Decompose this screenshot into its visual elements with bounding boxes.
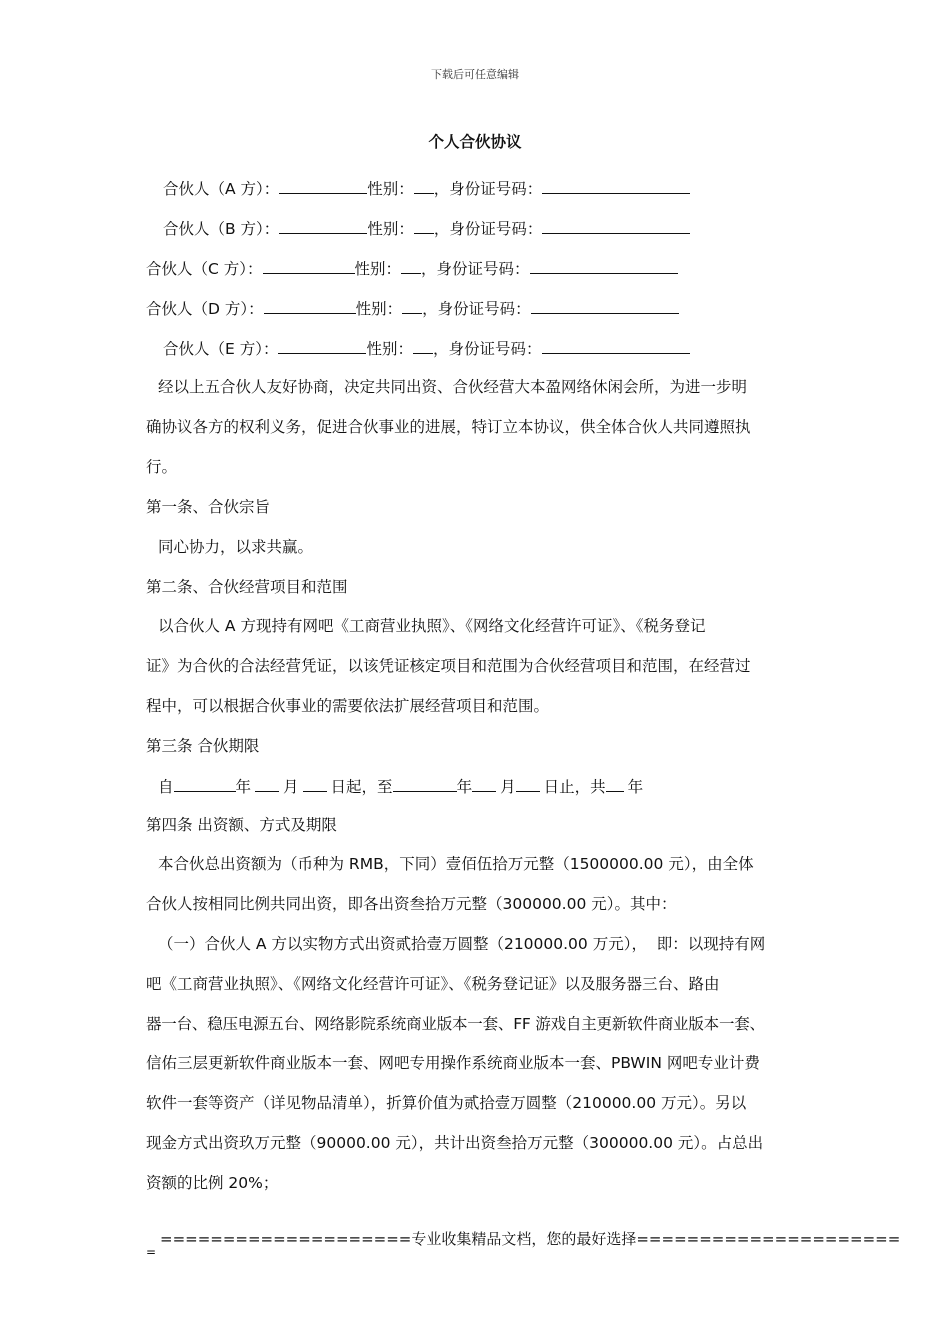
article-4-body-line: 信佑三层更新软件商业版本一套、网吧专用操作系统商业版本一套、PBWIN 网吧专业计费 bbox=[146, 1054, 760, 1072]
partner-a-line: 合伙人（A 方）： 性别： ，身份证号码： bbox=[163, 177, 690, 199]
article-4-body-line: 现金方式出资玖万元整（90000.00 元），共计出资叁拾万元整（300000.00 元）。占总出 bbox=[146, 1134, 764, 1152]
article-4-body-line: 软件一套等资产（详见物品清单），折算价值为贰拾壹万圆整（210000.00 万元）。另以 bbox=[146, 1094, 747, 1112]
article-2-body-line: 以合伙人 A 方现持有网吧《工商营业执照》、《网络文化经营许可证》、《税务登记 bbox=[158, 617, 706, 635]
partner-b-line: 合伙人（B 方）： 性别： ，身份证号码： bbox=[163, 217, 690, 239]
term-line: 自 年 月 日起，至 年 月 日止，共 年 bbox=[158, 775, 643, 797]
intro-line: 行。 bbox=[146, 458, 178, 476]
article-4-body-line: （一）合伙人 A 方以实物方式出资贰拾壹万圆整（210000.00 万元）， 即：以现持有网 bbox=[158, 935, 766, 953]
page-footer-tail: = bbox=[146, 1245, 157, 1259]
partner-c-line: 合伙人（C 方）： 性别： ，身份证号码： bbox=[146, 257, 678, 279]
article-2-body-line: 程中，可以根据合伙事业的需要依法扩展经营项目和范围。 bbox=[146, 697, 550, 715]
article-1-body: 同心协力，以求共赢。 bbox=[158, 538, 314, 556]
article-2-heading: 第二条、合伙经营项目和范围 bbox=[146, 578, 348, 596]
article-4-body-line: 资额的比例 20%； bbox=[146, 1174, 279, 1192]
intro-line: 确协议各方的权利义务，促进合伙事业的进展，特订立本协议，供全体合伙人共同遵照执 bbox=[146, 418, 751, 436]
article-3-heading: 第三条 合伙期限 bbox=[146, 737, 260, 755]
article-4-body-line: 器一台、稳压电源五台、网络影院系统商业版本一套、FF 游戏自主更新软件商业版本一套、 bbox=[146, 1015, 765, 1033]
article-4-body-line: 本合伙总出资额为（币种为 RMB，下同）壹佰伍拾万元整（1500000.00 元），由全体 bbox=[158, 855, 754, 873]
intro-line: 经以上五合伙人友好协商，决定共同出资、合伙经营大本盈网络休闲会所，为进一步明 bbox=[158, 378, 748, 396]
partner-e-line: 合伙人（E 方）： 性别： ，身份证号码： bbox=[163, 337, 690, 359]
article-1-heading: 第一条、合伙宗旨 bbox=[146, 498, 271, 516]
article-4-body-line: 吧《工商营业执照》、《网络文化经营许可证》、《税务登记证》以及服务器三台、路由 bbox=[146, 975, 720, 993]
article-4-body-line: 合伙人按相同比例共同出资，即各出资叁拾万元整（300000.00 元）。其中： bbox=[146, 895, 677, 913]
partner-d-line: 合伙人（D 方）： 性别： ，身份证号码： bbox=[146, 297, 679, 319]
page-footer: ====================专业收集精品文档，您的最好选择===================== bbox=[160, 1230, 901, 1248]
article-2-body-line: 证》为合伙的合法经营凭证，以该凭证核定项目和范围为合伙经营项目和范围，在经营过 bbox=[146, 657, 751, 675]
article-4-heading: 第四条 出资额、方式及期限 bbox=[146, 816, 337, 834]
page-header: 下载后可任意编辑 bbox=[431, 68, 519, 81]
document-title: 个人合伙协议 bbox=[428, 133, 522, 151]
